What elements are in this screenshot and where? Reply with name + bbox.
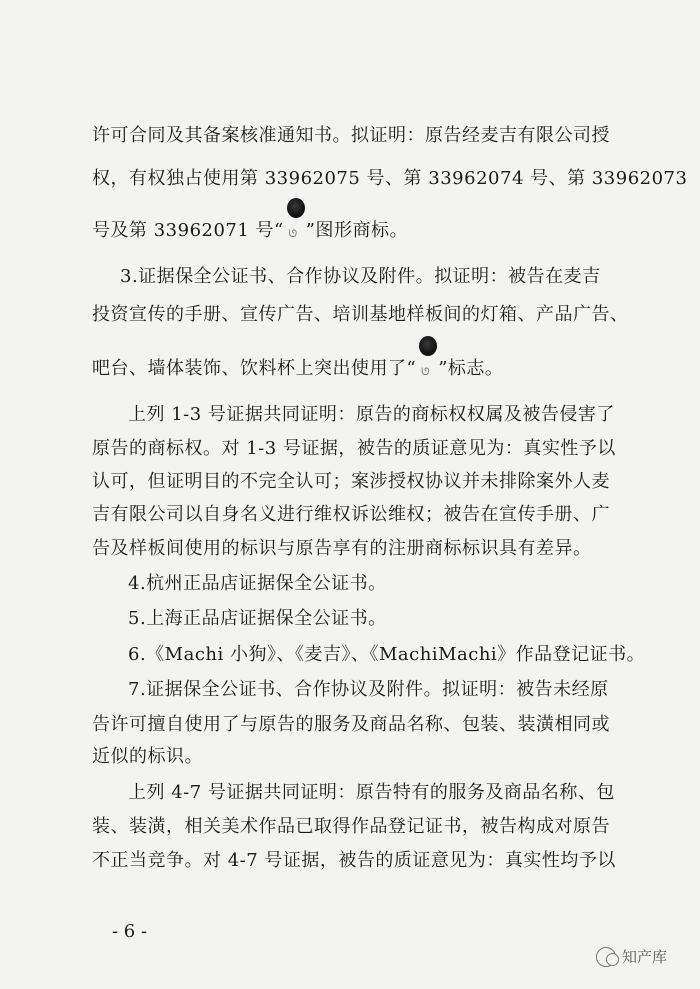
text-line: 近似的标识。 [92,746,203,767]
text-line: 许可合同及其备案核准通知书。拟证明：原告经麦吉有限公司授 [92,125,610,146]
text-line: 认可，但证明目的不完全认可；案涉授权协议并未排除案外人麦 [92,471,610,492]
text-line: 原告的商标权。对 1-3 号证据，被告的质证意见为：真实性予以 [92,438,616,459]
text-line: 不正当竞争。对 4-7 号证据，被告的质证意见为：真实性均予以 [92,850,616,871]
wechat-icon [596,947,616,967]
text-line: 7.证据保全公证书、合作协议及附件。拟证明：被告未经原 [128,679,609,700]
watermark [596,946,667,967]
text-line: 告许可擅自使用了与原告的服务及商品名称、包装、装潢相同或 [92,714,610,735]
text-line: 号及第 33962071 号“ ᘎ ”图形商标。 [0,219,700,243]
text-line: 告及样板间使用的标识与原告享有的注册商标标识具有差异。 [92,538,592,559]
text-line: 3.证据保全公证书、合作协议及附件。拟证明：被告在麦吉 [120,266,601,287]
text-line: 上列 4-7 号证据共同证明：原告特有的服务及商品名称、包 [128,782,615,803]
text-line: 6.《Machi 小狗》、《麦吉》、《MachiMachi》作品登记证书。 [128,644,646,665]
text-line: 4.杭州正品店证据保全公证书。 [128,573,387,594]
page-number: - 6 - [112,921,148,942]
watermark-text: 知产库 [622,948,668,966]
text-line: 吉有限公司以自身名义进行维权诉讼维权；被告在宣传手册、广 [92,504,610,525]
trademark-logo-icon: ᘎ [416,358,438,376]
text-line: 投资宣传的手册、宣传广告、培训基地样板间的灯箱、产品广告、 [92,304,629,325]
text-line: 装、装潢，相关美术作品已取得作品登记证书，被告构成对原告 [92,816,610,837]
text-line: 吧台、墙体装饰、饮料杯上突出使用了“ ᘎ ”标志。 [0,357,700,381]
trademark-logo-icon: ᘎ [284,220,306,238]
text-line: 上列 1-3 号证据共同证明：原告的商标权权属及被告侵害了 [128,404,615,425]
text-line: 权，有权独占使用第 33962075 号、第 33962074 号、第 33962073 [92,168,688,189]
text-line: 5.上海正品店证据保全公证书。 [128,608,387,629]
